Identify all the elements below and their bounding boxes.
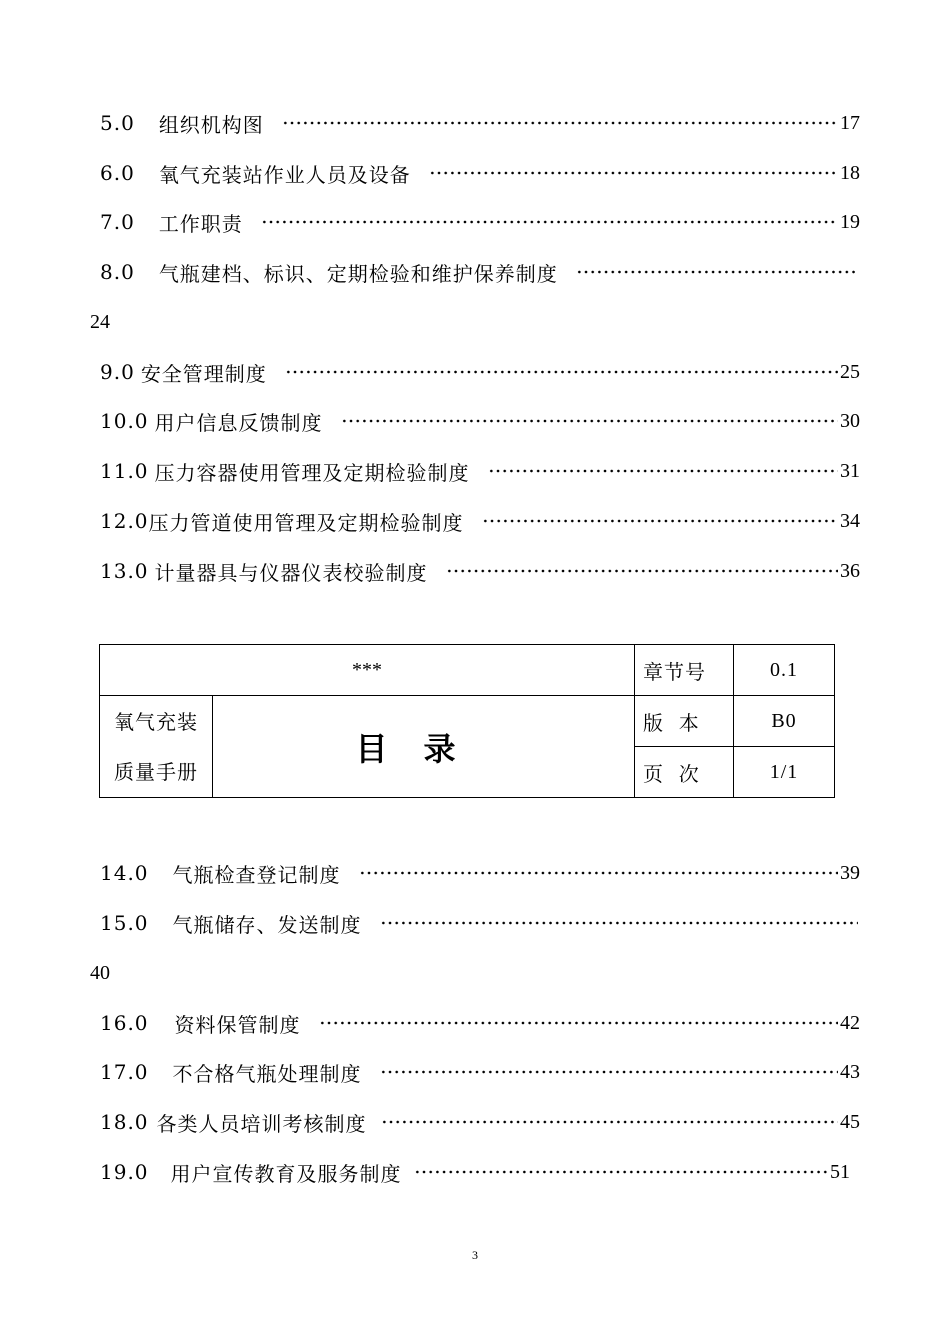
org-name-line2: 质量手册 [114, 759, 198, 784]
toc-page-number-wrapped: 24 [90, 311, 110, 333]
toc-title: 不合格气瓶处理制度 [172, 1061, 362, 1086]
toc-entry-19[interactable] [100, 1157, 850, 1187]
toc-entry-9[interactable] [100, 357, 860, 387]
header-stars: *** [100, 645, 635, 696]
toc-page-number: 31 [840, 459, 860, 482]
toc-entry-8[interactable] [100, 257, 860, 287]
toc-title: 压力管道使用管理及定期检验制度 [148, 510, 464, 535]
document-title: 目录 [213, 696, 635, 798]
toc-number: 18.0 [100, 1110, 149, 1134]
toc-entry-15[interactable] [100, 908, 860, 938]
toc-title: 各类人员培训考核制度 [156, 1111, 367, 1136]
page-count-value: 1/1 [734, 747, 835, 798]
toc-page-number: 25 [840, 360, 860, 383]
chapter-value: 0.1 [734, 645, 835, 696]
toc-number: 15.0 [100, 911, 149, 935]
toc-number: 5.0 [100, 111, 135, 135]
toc-leader-dots [380, 1062, 838, 1082]
toc-title: 工作职责 [158, 211, 243, 236]
toc-number: 11.0 [100, 459, 149, 483]
toc-number: 7.0 [100, 210, 135, 234]
toc-entry-11[interactable] [100, 456, 860, 486]
toc-number: 19.0 [100, 1160, 149, 1184]
toc-leader-dots [380, 913, 858, 933]
document-header-table [99, 644, 835, 798]
toc-page-number: 51 [830, 1160, 850, 1183]
toc-number: 8.0 [100, 260, 135, 284]
toc-number: 6.0 [100, 161, 135, 185]
toc-title: 计量器具与仪器仪表校验制度 [154, 560, 428, 585]
toc-page-number: 45 [840, 1110, 860, 1133]
toc-page-number: 30 [840, 409, 860, 432]
toc-leader-dots [482, 511, 838, 531]
toc-number: 9.0 [100, 360, 135, 384]
toc-page-number: 18 [840, 161, 860, 184]
toc-leader-dots [414, 1162, 828, 1182]
toc-number: 14.0 [100, 861, 149, 885]
toc-entry-6[interactable] [100, 158, 860, 188]
toc-leader-dots [285, 362, 838, 382]
toc-number: 12.0 [100, 509, 149, 533]
toc-number: 13.0 [100, 559, 149, 583]
toc-leader-dots [576, 262, 858, 282]
toc-leader-dots [282, 113, 838, 133]
toc-leader-dots [429, 163, 838, 183]
toc-entry-12[interactable] [100, 506, 860, 536]
toc-entry-16[interactable] [100, 1008, 860, 1038]
toc-title: 资料保管制度 [174, 1012, 301, 1037]
toc-entry-10[interactable] [100, 406, 860, 436]
page-number: 3 [472, 1248, 478, 1262]
toc-leader-dots [341, 411, 838, 431]
toc-leader-dots [446, 561, 838, 581]
toc-page-number: 43 [840, 1060, 860, 1083]
toc-page-number: 19 [840, 210, 860, 233]
version-label: 版 本 [635, 696, 734, 747]
toc-number: 16.0 [100, 1011, 149, 1035]
toc-page-number: 39 [840, 861, 860, 884]
toc-title: 气瓶储存、发送制度 [172, 912, 362, 937]
toc-entry-18[interactable] [100, 1107, 860, 1137]
toc-number: 17.0 [100, 1060, 149, 1084]
toc-title: 气瓶建档、标识、定期检验和维护保养制度 [158, 261, 558, 286]
toc-leader-dots [261, 212, 838, 232]
toc-leader-dots [359, 863, 838, 883]
toc-title: 气瓶检查登记制度 [172, 862, 341, 887]
version-value: B0 [734, 696, 835, 747]
toc-title: 组织机构图 [158, 112, 264, 137]
toc-title: 压力容器使用管理及定期检验制度 [154, 460, 470, 485]
toc-entry-14[interactable] [100, 858, 860, 888]
toc-entry-5[interactable] [100, 108, 860, 138]
toc-entry-13[interactable] [100, 556, 860, 586]
chapter-label: 章节号 [635, 645, 734, 696]
toc-entry-7[interactable] [100, 207, 860, 237]
toc-title: 用户宣传教育及服务制度 [170, 1161, 402, 1186]
toc-title: 氧气充装站作业人员及设备 [158, 162, 411, 187]
toc-leader-dots [319, 1013, 838, 1033]
org-name-cell [100, 696, 213, 798]
toc-page-number: 34 [840, 509, 860, 532]
org-name-line1: 氧气充装 [114, 709, 198, 734]
toc-page-number: 17 [840, 111, 860, 134]
page-count-label: 页 次 [635, 747, 734, 798]
toc-title: 用户信息反馈制度 [154, 410, 323, 435]
toc-page-number-wrapped: 40 [90, 962, 110, 984]
toc-page-number: 42 [840, 1011, 860, 1034]
toc-number: 10.0 [100, 409, 149, 433]
toc-title: 安全管理制度 [140, 361, 267, 386]
toc-leader-dots [381, 1112, 838, 1132]
toc-leader-dots [488, 461, 838, 481]
toc-page-number: 36 [840, 559, 860, 582]
toc-entry-17[interactable] [100, 1057, 860, 1087]
